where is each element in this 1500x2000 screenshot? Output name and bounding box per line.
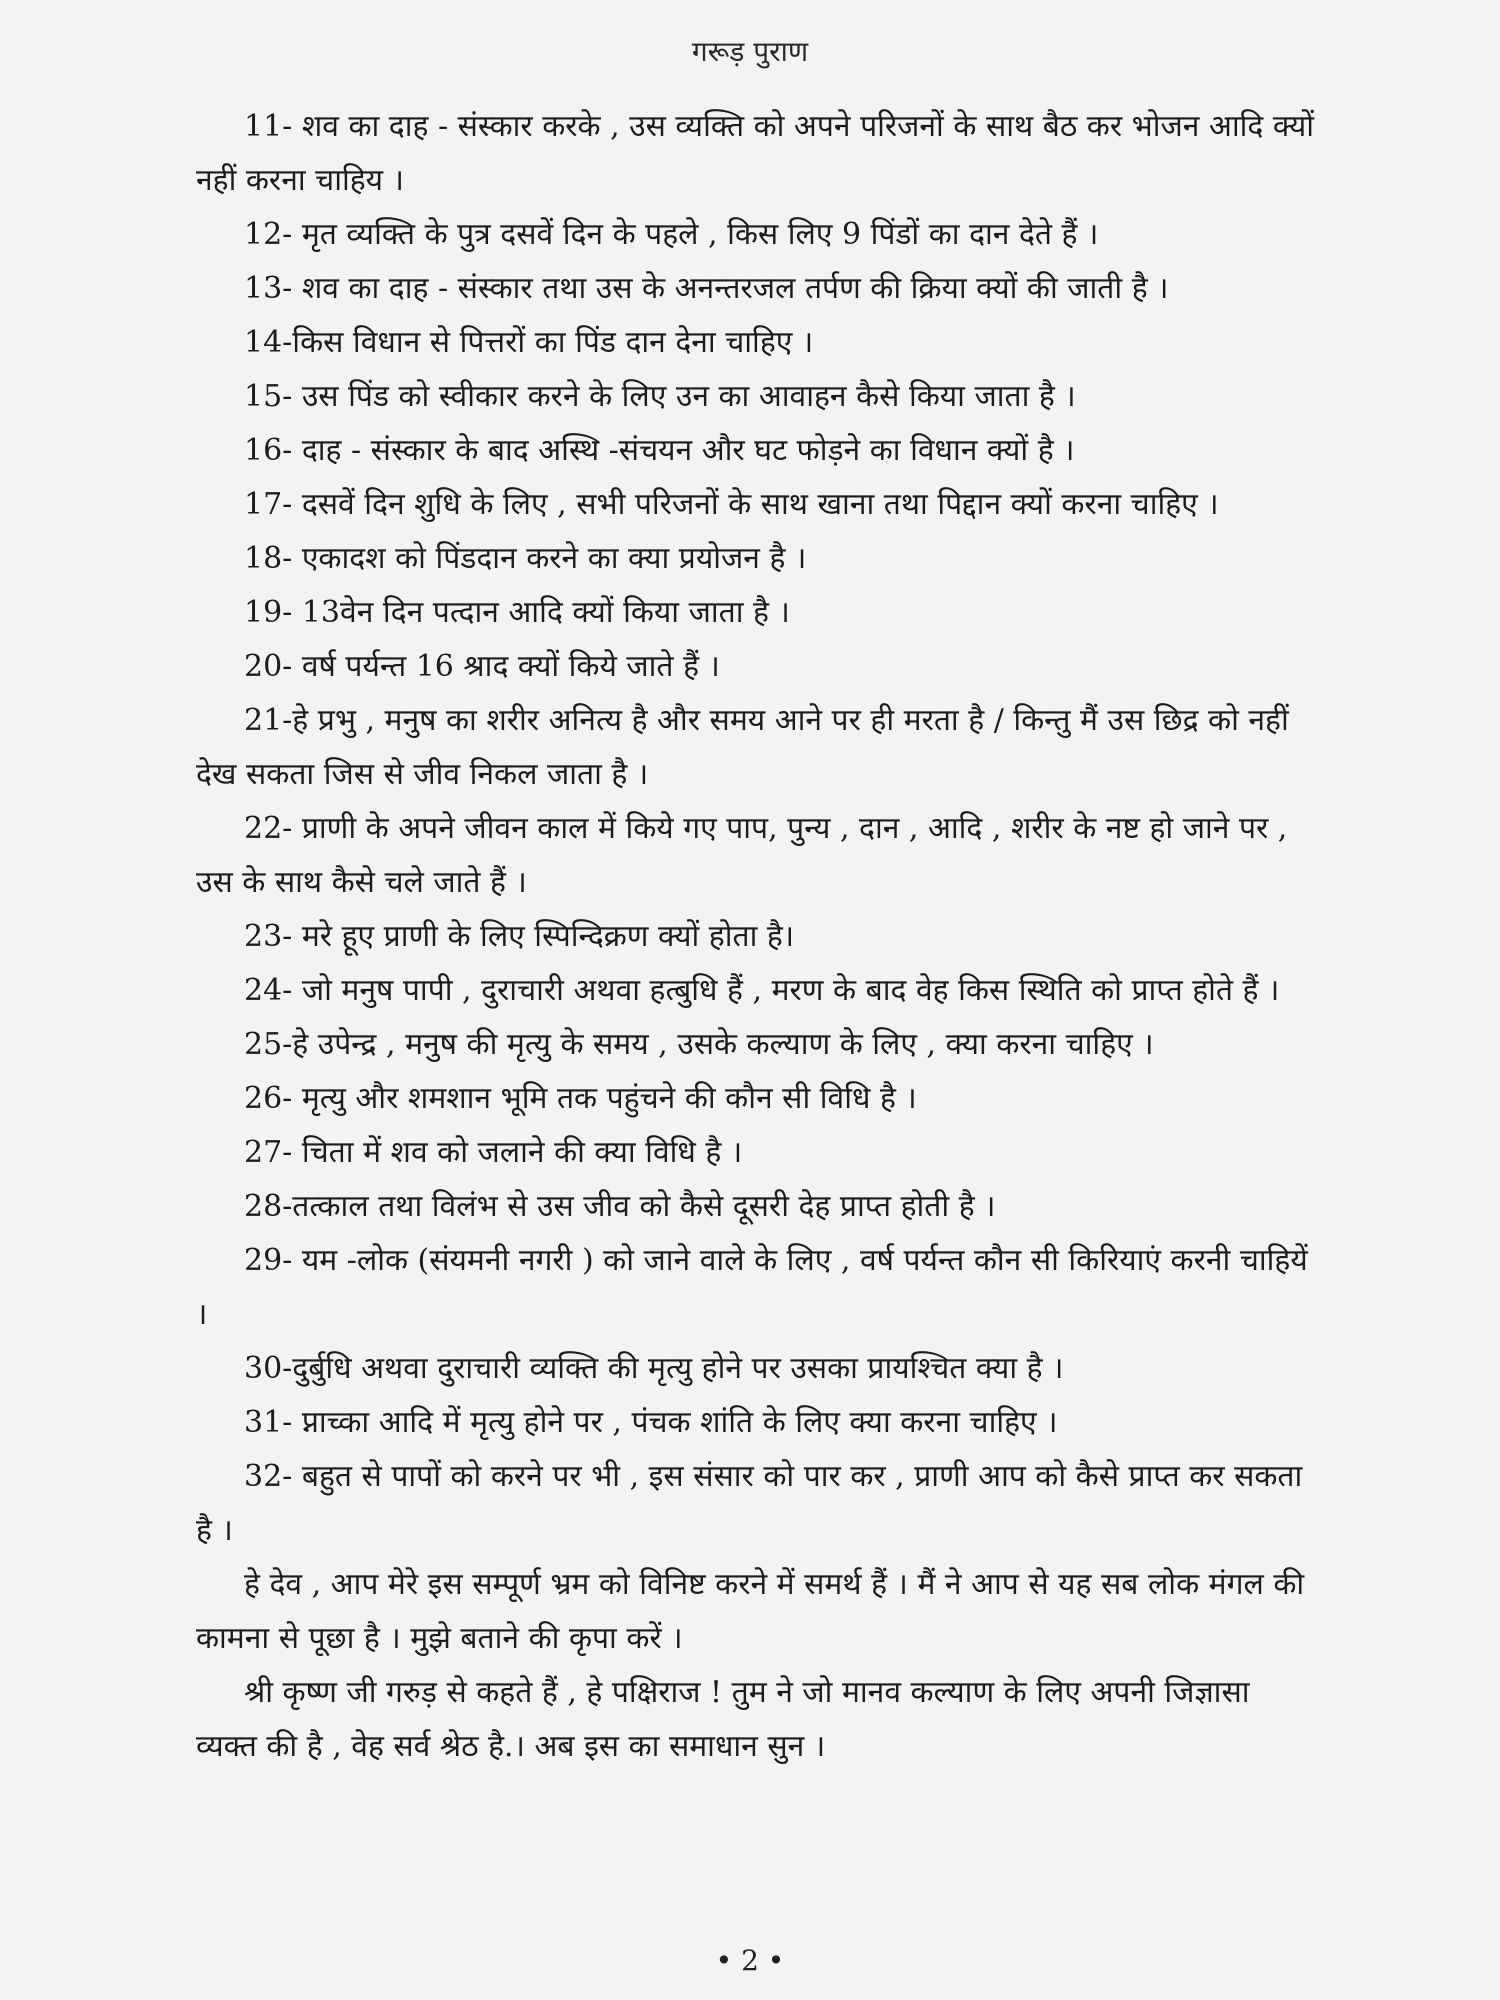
paragraph-item-21: 21-हे प्रभु , मनुष का शरीर अनित्य है और समय आने पर ही मरता है / किन्तु मैं उस छिद्र को नहीं देख सकता जिस से जीव निकल जाता है ।	[196, 703, 1289, 792]
paragraph-item-11: 11- शव का दाह - संस्कार करके , उस व्यक्ति को अपने परिजनों के साथ बैठ कर भोजन आदि क्यों नहीं करना चाहिय ।	[196, 109, 1315, 198]
paragraph-item-32: 32- बहुत से पापों को करने पर भी , इस संसार को पार कर , प्राणी आप को कैसे प्राप्त कर सकता है ।	[196, 1459, 1303, 1548]
paragraph-item-26: 26- मृत्यु और शमशान भूमि तक पहुंचने की कौन सी विधि है ।	[244, 1081, 917, 1116]
paragraph-item-24: 24- जो मनुष पापी , दुराचारी अथवा हत्बुधि हैं , मरण के बाद वेह किस स्थिति को प्राप्त होते हैं ।	[244, 973, 1280, 1008]
paragraph-item-27: 27- चिता में शव को जलाने की क्या विधि है ।	[244, 1135, 743, 1170]
paragraph-item-30: 30-दुर्बुधि अथवा दुराचारी व्यक्ति की मृत्यु होने पर उसका प्रायश्चित क्या है ।	[244, 1351, 1064, 1386]
body-text	[196, 100, 1316, 1774]
page-number: • 2 •	[715, 1944, 785, 1977]
paragraph-item-12: 12- मृत व्यक्ति के पुत्र दसवें दिन के पहले , किस लिए 9 पिंडों का दान देते हैं ।	[244, 217, 1099, 252]
paragraph-krishna-reply: श्री कृष्ण जी गरुड़ से कहते हैं , हे पक्षिराज ! तुम ने जो मानव कल्याण के लिए अपनी जिज्ञासा व्यक्त की है , वेह सर्व श्रेठ है.। अब इस का समाधान सुन ।	[196, 1675, 1250, 1764]
paragraph-item-29: 29- यम -लोक (संयमनी नगरी ) को जाने वाले के लिए , वर्ष पर्यन्त कौन सी किरियाएं करनी चाहियें ।	[196, 1243, 1308, 1332]
paragraph-item-23: 23- मरे हूए प्राणी के लिए स्पिन्दिक्रण क्यों होता है।	[244, 919, 795, 954]
paragraph-item-28: 28-तत्काल तथा विलंभ से उस जीव को कैसे दूसरी देह प्राप्त होती है ।	[244, 1189, 996, 1224]
paragraph-item-20: 20- वर्ष पर्यन्त 16 श्राद क्यों किये जाते हैं ।	[244, 649, 720, 684]
running-header: गरूड़ पुराण	[691, 35, 809, 68]
paragraph-item-19: 19- 13वेन दिन पत्दान आदि क्यों किया जाता है ।	[244, 595, 790, 630]
paragraph-request: हे देव , आप मेरे इस सम्पूर्ण भ्रम को विनिष्ट करने में समर्थ हैं । मैं ने आप से यह सब लोक मंगल की कामना से पूछा है । मुझे बताने की कृपा करें ।	[196, 1567, 1305, 1656]
paragraph-item-25: 25-हे उपेन्द्र , मनुष की मृत्यु के समय , उसके कल्याण के लिए , क्या करना चाहिए ।	[244, 1027, 1154, 1062]
paragraph-item-16: 16- दाह - संस्कार के बाद अस्थि -संचयन और घट फोड़ने का विधान क्यों है ।	[244, 433, 1075, 468]
paragraph-item-14: 14-किस विधान से पित्तरों का पिंड दान देना चाहिए ।	[244, 325, 814, 360]
paragraph-item-17: 17- दसवें दिन शुधि के लिए , सभी परिजनों के साथ खाना तथा पिद्दान क्यों करना चाहिए ।	[244, 487, 1219, 522]
paragraph-item-22: 22- प्राणी के अपने जीवन काल में किये गए पाप, पुन्य , दान , आदि , शरीर के नष्ट हो जाने पर , उस के साथ कैसे चले जाते हैं ।	[196, 811, 1288, 900]
paragraph-item-31: 31- प्नाच्का आदि में मृत्यु होने पर , पंचक शांति के लिए क्या करना चाहिए ।	[244, 1405, 1058, 1440]
paragraph-item-15: 15- उस पिंड को स्वीकार करने के लिए उन का आवाहन कैसे किया जाता है ।	[244, 379, 1076, 414]
paragraph-item-18: 18- एकादश को पिंडदान करने का क्या प्रयोजन है ।	[244, 541, 807, 576]
paragraph-item-13: 13- शव का दाह - संस्कार तथा उस के अनन्तरजल तर्पण की क्रिया क्यों की जाती है ।	[244, 271, 1169, 306]
